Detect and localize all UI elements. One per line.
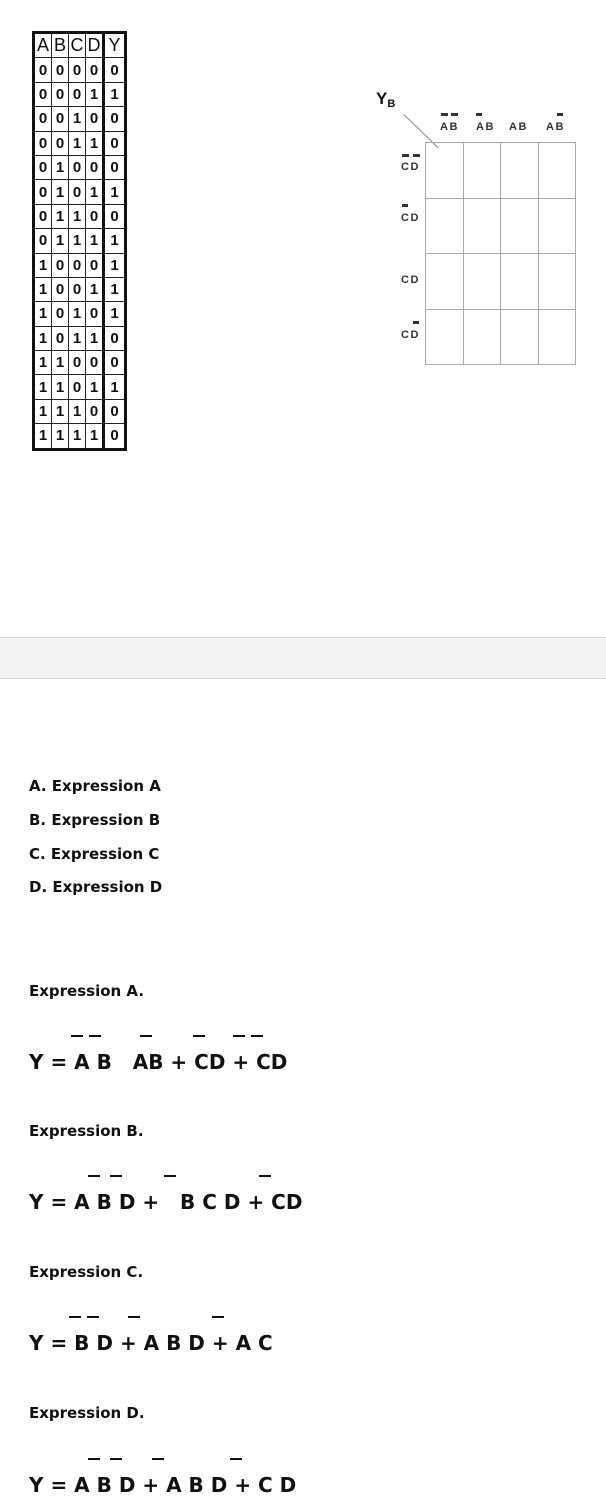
truth-table-cell: 0: [52, 58, 69, 82]
truth-table-header-row: [34, 33, 126, 58]
kmap-grid: [425, 142, 576, 365]
truth-table-cell: 1: [86, 82, 104, 106]
truth-table-cell: 0: [69, 155, 86, 179]
truth-table-cell: 1: [104, 180, 126, 204]
truth-table-cell: 0: [104, 204, 126, 228]
kmap-cell: [463, 198, 501, 254]
truth-table-cell: 1: [69, 399, 86, 423]
truth-table-cell: 1: [86, 375, 104, 399]
expression-a-bar: [233, 1035, 245, 1037]
kmap-row-label-3: CD: [401, 274, 420, 286]
kmap-cell: [463, 309, 501, 365]
kmap-col-label-3: AB: [509, 121, 528, 133]
truth-table-cell: 1: [52, 375, 69, 399]
truth-table-cell: 0: [52, 302, 69, 326]
expression-d-bar: [152, 1458, 164, 1460]
truth-table-cell: 0: [104, 131, 126, 155]
truth-table-cell: 0: [86, 155, 104, 179]
truth-table-cell: 1: [34, 351, 52, 375]
truth-table-cell: 1: [34, 326, 52, 350]
truth-table-cell: 1: [104, 229, 126, 253]
truth-table-cell: 1: [34, 399, 52, 423]
kmap-col1-bar-b: [451, 113, 458, 116]
truth-table-cell: 0: [86, 399, 104, 423]
truth-table-cell: 0: [69, 253, 86, 277]
truth-table-cell: 1: [52, 351, 69, 375]
kmap-row1-bar-c: [402, 154, 409, 157]
expression-c-bar: [212, 1316, 224, 1318]
truth-table-cell: 0: [52, 253, 69, 277]
truth-table-cell: 1: [69, 424, 86, 449]
truth-table-row: [34, 180, 126, 204]
kmap-row: [426, 254, 576, 310]
expression-b-bar: [164, 1175, 176, 1177]
truth-table-row: [34, 424, 126, 449]
truth-table-cell: 0: [86, 107, 104, 131]
kmap-col-label-1: AB: [440, 121, 459, 133]
truth-table-cell: 0: [86, 302, 104, 326]
truth-table-cell: 1: [69, 229, 86, 253]
truth-table-cell: 1: [86, 277, 104, 301]
expression-c-formula: Y = B D + A B D + A C: [29, 1331, 273, 1355]
truth-table-cell: 1: [69, 131, 86, 155]
truth-table-row: [34, 58, 126, 82]
expression-a-bar: [140, 1035, 152, 1037]
truth-table-cell: 1: [34, 277, 52, 301]
truth-table-cell: 1: [104, 253, 126, 277]
truth-table-cell: 0: [34, 229, 52, 253]
truth-table-cell: 0: [104, 58, 126, 82]
truth-table-cell: 1: [34, 253, 52, 277]
truth-table-cell: 1: [104, 302, 126, 326]
truth-table-cell: 1: [52, 180, 69, 204]
section-separator: [0, 637, 606, 679]
kmap-cell: [501, 254, 539, 310]
truth-table-cell: 0: [34, 82, 52, 106]
kmap-cell: [426, 198, 464, 254]
kmap-row1-bar-d: [413, 154, 420, 157]
truth-table-cell: 1: [52, 424, 69, 449]
truth-table-cell: 1: [52, 204, 69, 228]
kmap-row: [426, 143, 576, 199]
truth-table-cell: 0: [52, 131, 69, 155]
kmap-cell: [501, 143, 539, 199]
kmap-cell: [538, 143, 576, 199]
truth-table-cell: 0: [34, 107, 52, 131]
truth-table-cell: 0: [34, 180, 52, 204]
truth-table-row: [34, 326, 126, 350]
truth-table-cell: 1: [104, 277, 126, 301]
truth-table-cell: 1: [52, 155, 69, 179]
header-y: Y: [104, 33, 126, 58]
kmap-row-label-1: CD: [401, 161, 420, 173]
option-b[interactable]: B. Expression B: [29, 811, 161, 829]
truth-table-row: [34, 131, 126, 155]
truth-table-cell: 1: [34, 375, 52, 399]
truth-table-cell: 0: [34, 204, 52, 228]
truth-table-cell: 0: [104, 351, 126, 375]
kmap-col4-bar-b: [557, 113, 563, 116]
option-d[interactable]: D. Expression D: [29, 878, 163, 896]
kmap-row-label-2: CD: [401, 212, 420, 224]
kmap-cell: [426, 143, 464, 199]
header-d: D: [86, 33, 104, 58]
kmap-row: [426, 198, 576, 254]
kmap-row4-bar-d: [413, 321, 419, 324]
truth-table-row: [34, 277, 126, 301]
truth-table-cell: 0: [104, 155, 126, 179]
expression-d-heading: Expression D.: [29, 1404, 145, 1422]
truth-table-cell: 0: [86, 204, 104, 228]
kmap-cell: [501, 309, 539, 365]
truth-table-cell: 0: [86, 58, 104, 82]
truth-table-cell: 1: [52, 229, 69, 253]
truth-table-cell: 0: [34, 131, 52, 155]
kmap-cell: [426, 309, 464, 365]
option-a[interactable]: A. Expression A: [29, 777, 161, 795]
truth-table-cell: 1: [69, 302, 86, 326]
truth-table-cell: 0: [104, 107, 126, 131]
truth-table-cell: 0: [104, 399, 126, 423]
kmap-cell: [463, 254, 501, 310]
header-a: A: [34, 33, 52, 58]
kmap-col-label-2: AB: [476, 121, 495, 133]
expression-b-formula: Y = A B D + B C D + CD: [29, 1190, 303, 1214]
truth-table-cell: 0: [69, 375, 86, 399]
truth-table-cell: 0: [69, 58, 86, 82]
header-b: B: [52, 33, 69, 58]
kmap-col1-bar-a: [441, 113, 448, 116]
expression-d-bar: [88, 1458, 100, 1460]
truth-table-cell: 0: [34, 58, 52, 82]
truth-table-row: [34, 351, 126, 375]
expression-a-formula: Y = A B AB + CD + CD: [29, 1050, 288, 1074]
header-c: C: [69, 33, 86, 58]
expression-c-bar: [128, 1316, 140, 1318]
kmap-col2-bar-a: [476, 113, 482, 116]
truth-table-cell: 0: [52, 277, 69, 301]
expression-a-bar: [193, 1035, 205, 1037]
expression-d-bar: [230, 1458, 242, 1460]
truth-table-cell: 1: [86, 229, 104, 253]
truth-table-row: [34, 107, 126, 131]
kmap-col-label-4: AB: [546, 121, 565, 133]
truth-table-cell: 0: [69, 82, 86, 106]
expression-b-heading: Expression B.: [29, 1122, 144, 1140]
truth-table-cell: 0: [104, 326, 126, 350]
truth-table-cell: 1: [69, 204, 86, 228]
truth-table-row: [34, 229, 126, 253]
truth-table-cell: 1: [86, 326, 104, 350]
truth-table-cell: 1: [34, 302, 52, 326]
truth-table-cell: 0: [86, 253, 104, 277]
expression-d-bar: [110, 1458, 122, 1460]
expression-b-bar: [88, 1175, 100, 1177]
truth-table-cell: 1: [86, 180, 104, 204]
expression-c-bar: [87, 1316, 99, 1318]
truth-table-cell: 1: [69, 326, 86, 350]
truth-table-body: [34, 58, 126, 449]
kmap-cell: [538, 309, 576, 365]
kmap-cell: [463, 143, 501, 199]
truth-table-row: [34, 399, 126, 423]
truth-table-row: [34, 375, 126, 399]
truth-table-cell: 1: [104, 82, 126, 106]
truth-table-row: [34, 302, 126, 326]
truth-table-cell: 0: [52, 107, 69, 131]
expression-a-heading: Expression A.: [29, 982, 145, 1000]
kmap-cell: [538, 254, 576, 310]
kmap-cell: [426, 254, 464, 310]
expression-a-bar: [251, 1035, 263, 1037]
expression-b-bar: [259, 1175, 271, 1177]
truth-table-cell: 0: [52, 326, 69, 350]
truth-table-cell: 0: [104, 424, 126, 449]
kmap-title: $Y_B$: [376, 89, 396, 110]
truth-table-row: [34, 82, 126, 106]
truth-table-cell: 1: [86, 131, 104, 155]
kmap-cell: [538, 198, 576, 254]
truth-table-cell: 0: [69, 180, 86, 204]
expression-b-bar: [110, 1175, 122, 1177]
truth-table-cell: 0: [69, 351, 86, 375]
expression-d-formula: Y = A B D + A B D + C D: [29, 1473, 297, 1497]
truth-table-cell: 1: [104, 375, 126, 399]
truth-table-cell: 1: [69, 107, 86, 131]
expression-a-bar: [71, 1035, 83, 1037]
expression-c-bar: [69, 1316, 81, 1318]
truth-table-cell: 0: [34, 155, 52, 179]
truth-table-row: [34, 155, 126, 179]
truth-table-row: [34, 253, 126, 277]
option-c[interactable]: C. Expression C: [29, 845, 160, 863]
expression-a-bar: [89, 1035, 101, 1037]
truth-table: [32, 31, 127, 451]
truth-table-cell: 1: [86, 424, 104, 449]
truth-table-cell: 1: [52, 399, 69, 423]
kmap-row: [426, 309, 576, 365]
kmap-cell: [501, 198, 539, 254]
truth-table-cell: 0: [69, 277, 86, 301]
truth-table-cell: 0: [86, 351, 104, 375]
kmap-row2-bar-c: [402, 204, 408, 207]
truth-table-cell: 1: [34, 424, 52, 449]
truth-table-row: [34, 204, 126, 228]
expression-c-heading: Expression C.: [29, 1263, 144, 1281]
truth-table-cell: 0: [52, 82, 69, 106]
kmap-row-label-4: CD: [401, 329, 420, 341]
